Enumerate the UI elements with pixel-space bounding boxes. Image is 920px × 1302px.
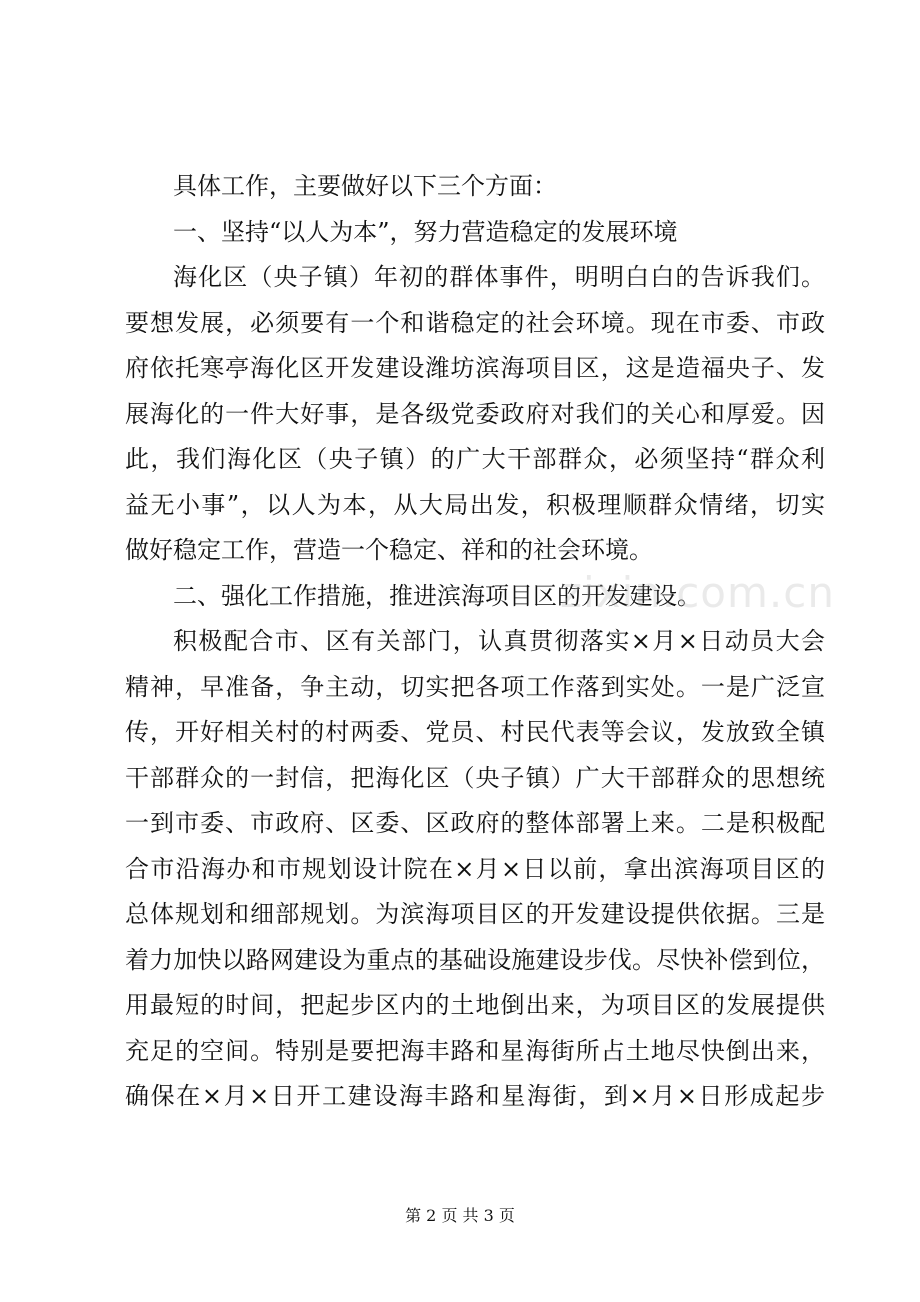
page-footer: 第 2 页 共 3 页 xyxy=(405,1206,515,1225)
section-heading: 一、坚持“以人为本”，努力营造稳定的发展环境 xyxy=(173,217,678,246)
paragraph-line: 干部群众的一封信，把海化区（央子镇）广大干部群众的思想统 xyxy=(125,763,825,792)
paragraph-line: 府依托寒亭海化区开发建设潍坊滨海项目区，这是造福央子、发 xyxy=(125,354,825,382)
paragraph-line: 此，我们海化区（央子镇）的广大干部群众，必须坚持“群众利 xyxy=(125,445,825,473)
paragraph-line: 精神，早准备，争主动，切实把各项工作落到实处。一是广泛宣 xyxy=(125,672,825,701)
paragraph-line: 传，开好相关村的村两委、党员、村民代表等会议，发放致全镇 xyxy=(125,718,825,746)
paragraph-line: 着力加快以路网建设为重点的基础设施建设步伐。尽快补偿到位， xyxy=(125,945,825,974)
paragraph-line: 一到市委、市政府、区委、区政府的整体部署上来。二是积极配 xyxy=(125,809,825,837)
paragraph-line: 具体工作，主要做好以下三个方面： xyxy=(173,172,557,200)
document-body xyxy=(125,164,825,1120)
paragraph-line: 充足的空间。特别是要把海丰路和星海街所占土地尽快倒出来， xyxy=(125,1036,825,1065)
paragraph-line: 益无小事”，以人为本，从大局出发，积极理顺群众情绪，切实 xyxy=(125,490,825,519)
section-heading: 二、强化工作措施，推进滨海项目区的开发建设。 xyxy=(173,581,701,610)
paragraph-line: 确保在×月×日开工建设海丰路和星海街，到×月×日形成起步 xyxy=(125,1082,825,1110)
paragraph-line: 展海化的一件大好事，是各级党委政府对我们的关心和厚爱。因 xyxy=(125,399,825,428)
paragraph-line: 用最短的时间，把起步区内的土地倒出来，为项目区的发展提供 xyxy=(125,991,825,1019)
paragraph-line: 合市沿海办和市规划设计院在×月×日以前，拿出滨海项目区的 xyxy=(125,854,825,883)
watermark: zixin.com.cn xyxy=(560,568,835,617)
paragraph-line: 总体规划和细部规划。为滨海项目区的开发建设提供依据。三是 xyxy=(125,900,825,928)
paragraph-line: 要想发展，必须要有一个和谐稳定的社会环境。现在市委、市政 xyxy=(125,308,825,337)
paragraph-line: 做好稳定工作，营造一个稳定、祥和的社会环境。 xyxy=(125,536,653,564)
paragraph-line: 海化区（央子镇）年初的群体事件，明明白白的告诉我们。 xyxy=(173,263,825,291)
paragraph-line: 积极配合市、区有关部门，认真贯彻落实×月×日动员大会 xyxy=(173,627,825,655)
